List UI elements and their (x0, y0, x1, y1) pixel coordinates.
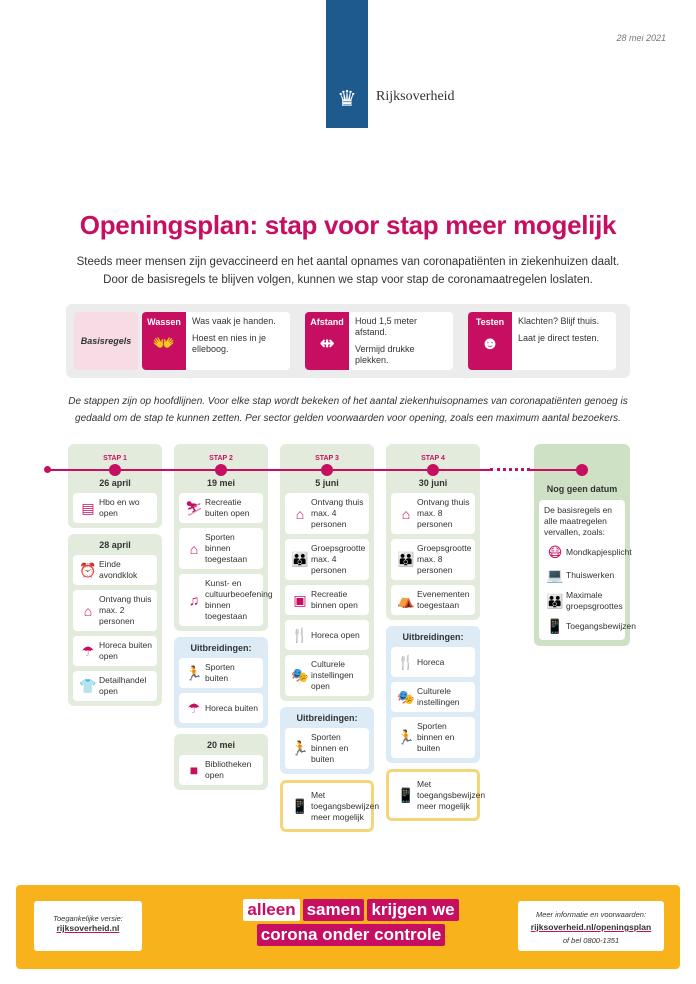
phone-number: of bel 0800-1351 (562, 936, 620, 945)
cutlery-icon: 🍴 (291, 626, 309, 643)
extension-card (280, 707, 374, 774)
timeline-dot-step-1 (109, 464, 121, 476)
steps-note: De stappen zijn op hoofdlijnen. Voor elke stap wordt bekeken of het aantal ziekenhuisopnames van coronapatiënten genoeg is gedaald om de stap te kunnen zetten. Per sector gelden voorwaarden voor opening, zoals een maximum aantal bezoekers. (68, 396, 628, 424)
running-icon: 🏃 (185, 664, 203, 681)
stage-card (68, 534, 162, 706)
measure-item: ⛺ Evenementen toegestaan (391, 585, 475, 615)
theater-masks-icon: 🎭 (291, 667, 309, 683)
measure-item: ⏰ Einde avondklok (73, 555, 157, 585)
measure-item: ▣ Recreatie binnen open (285, 585, 369, 615)
timeline-start (44, 466, 51, 473)
stage-card (174, 734, 268, 790)
timeline-dot-step-4 (427, 464, 439, 476)
running-icon: 🏃 (397, 729, 415, 745)
terrace-icon: ☂ (187, 699, 201, 716)
stage-card (68, 444, 162, 528)
phone-check-icon: 📱 (546, 618, 564, 634)
books-icon: ▤ (81, 499, 95, 516)
face-mask-icon: 😷 (547, 544, 563, 560)
running-icon: 🏃 (291, 740, 309, 756)
measure-item: ⌂ Ontvang thuis max. 8 personen (391, 493, 475, 534)
measure-item: 🏃 Sporten binnen en buiten (391, 717, 475, 758)
rule-card-afstand: Afstand ⇹ Houd 1,5 meter afstand. Vermijd drukke plekken. (305, 312, 453, 370)
step-tag: STAP 3 (315, 455, 339, 462)
laptop-icon: 💻 (546, 567, 564, 583)
house-4-icon: ⌂ (295, 505, 305, 522)
crest-icon: ♛ (337, 86, 357, 111)
distance-icon: ⇹ (319, 333, 335, 353)
measure-item: ⌂ Ontvang thuis max. 4 personen (285, 493, 369, 534)
intro-text: Steeds meer mensen zijn gevaccineerd en het aantal opnames van coronapatiënten in ziekenhuizen daalt. Door de basisregels te blijven volgen, kunnen we stap voor stap de coronamaatregelen loslaten. (76, 256, 620, 286)
rule-card-wassen: Wassen 👐 Was vaak je handen. Hoest en nies in je elleboog. (142, 312, 290, 370)
stage-date: Uitbreidingen: (296, 713, 358, 723)
measure-item: ☂ Horeca buiten open (73, 636, 157, 666)
extension-card (386, 626, 480, 763)
measure-item: 👕 Detailhandel open (73, 671, 157, 701)
basic-rules-panel (66, 304, 630, 378)
hand-wash-icon: 👐 (152, 333, 176, 353)
group-icon: 👪 (397, 551, 415, 567)
house-8-icon: ⌂ (401, 505, 411, 522)
access-pass-card (280, 780, 380, 832)
group-icon: 👪 (546, 592, 564, 609)
step-2-column (174, 444, 273, 796)
measure-item: ▤ Hbo en wo open (73, 493, 157, 523)
step-3-column (280, 444, 380, 838)
stage-date: Nog geen datum (546, 484, 618, 494)
stage-date: Uitbreidingen: (190, 643, 252, 653)
slogan: alleen samen krijgen we corona onder controle (216, 899, 486, 949)
logo-text: Rijksoverheid (376, 89, 455, 104)
final-stage-card: Nog geen datum De basisregels en alle maatregelen vervallen, zoals: 😷 Mondkapjesplicht 💻 Thuiswerken 👪 Maximale groepsgroottes 📱 Toegangsbewijzen (534, 444, 630, 646)
measure-item: 🎭 Culturele instellingen open (285, 655, 369, 696)
music-note-icon: ♫ (188, 592, 200, 608)
measure-item: 👪 Groepsgrootte max. 4 personen (285, 539, 369, 580)
measure-item: ☂ Horeca buiten (179, 693, 263, 723)
measure-item: 😷 Mondkapjesplicht (544, 544, 620, 561)
measure-item: 💻 Thuiswerken (544, 567, 620, 584)
measure-item: 🍴 Horeca (391, 647, 475, 677)
access-pass-card (386, 769, 486, 821)
timeline-dotted-segment (490, 468, 530, 471)
publication-date: 28 mei 2021 (616, 33, 666, 43)
step-tag: STAP 2 (209, 455, 233, 462)
stage-date: 19 mei (206, 478, 236, 488)
measure-item: 👪 Maximale groepsgroottes (544, 590, 620, 612)
alarm-clock-icon: ⏰ (79, 561, 97, 578)
basic-rules-label: Basisregels (74, 312, 138, 370)
measure-item: ⛷ Recreatie buiten open (179, 493, 263, 523)
openingsplan-link[interactable]: rijksoverheid.nl/openingsplan (530, 922, 652, 932)
accessible-version-box: Toegankelijke versie: rijksoverheid.nl (34, 901, 142, 951)
indoor-sport-icon: ⌂ (189, 540, 199, 557)
measure-item: ⌂ Ontvang thuis max. 2 personen (73, 590, 157, 631)
cutlery-icon: 🍴 (397, 653, 415, 670)
measure-item: 📱 Met toegangsbewijzen meer mogelijk (285, 786, 369, 827)
rule-card-testen: Testen ☻ Klachten? Blijf thuis. Laat je direct testen. (468, 312, 616, 370)
step-tag: STAP 4 (421, 455, 445, 462)
circus-tent-icon: ⛺ (397, 591, 415, 608)
theater-masks-icon: 🎭 (397, 688, 415, 705)
measure-item: ⌂ Sporten binnen toegestaan (179, 528, 263, 569)
footer-banner (16, 885, 680, 969)
measure-item: 📱 Toegangsbewijzen (544, 618, 620, 635)
measure-item: 🏃 Sporten binnen en buiten (285, 728, 369, 769)
measure-item: 📱 Met toegangsbewijzen meer mogelijk (391, 775, 475, 816)
stage-date: 20 mei (206, 740, 236, 750)
step-tag: STAP 1 (103, 455, 127, 462)
recreation-icon: ▣ (293, 591, 307, 608)
timeline-dot-final (576, 464, 588, 476)
page-title: Openingsplan: stap voor stap meer mogelijk (79, 210, 617, 240)
group-icon: 👪 (291, 551, 309, 567)
book-icon: ■ (189, 762, 199, 778)
extension-card (174, 637, 268, 728)
test-icon: ☻ (480, 333, 500, 353)
stage-date: 30 juni (418, 478, 448, 488)
accessible-version-link[interactable]: rijksoverheid.nl (56, 923, 120, 933)
measure-item: 👪 Groepsgrootte max. 8 personen (391, 539, 475, 580)
stage-date: 28 april (99, 540, 131, 550)
house-2-icon: ⌂ (83, 602, 93, 619)
stage-date: 26 april (99, 478, 131, 488)
stage-card (280, 444, 374, 701)
stage-date: 5 juni (315, 478, 339, 488)
terrace-icon: ☂ (81, 642, 95, 659)
measure-item: ■ Bibliotheken open (179, 755, 263, 785)
measure-item: 🏃 Sporten buiten (179, 658, 263, 688)
measure-item: 🎭 Culturele instellingen (391, 682, 475, 712)
timeline-dot-step-3 (321, 464, 333, 476)
stage-date: Uitbreidingen: (402, 632, 464, 642)
timeline-dot-step-2 (215, 464, 227, 476)
step-1-column (68, 444, 162, 712)
step-4-column (386, 444, 486, 827)
measure-item: 🍴 Horeca open (285, 620, 369, 650)
phone-check-icon: 📱 (291, 798, 309, 814)
slide-icon: ⛷ (185, 499, 203, 516)
shirt-icon: 👕 (79, 677, 97, 694)
measure-item: ♫ Kunst- en cultuurbeoefening binnen toegestaan (179, 574, 263, 626)
phone-check-icon: 📱 (397, 787, 415, 803)
more-info-box: Meer informatie en voorwaarden: rijksoverheid.nl/openingsplan of bel 0800-1351 (518, 901, 664, 951)
